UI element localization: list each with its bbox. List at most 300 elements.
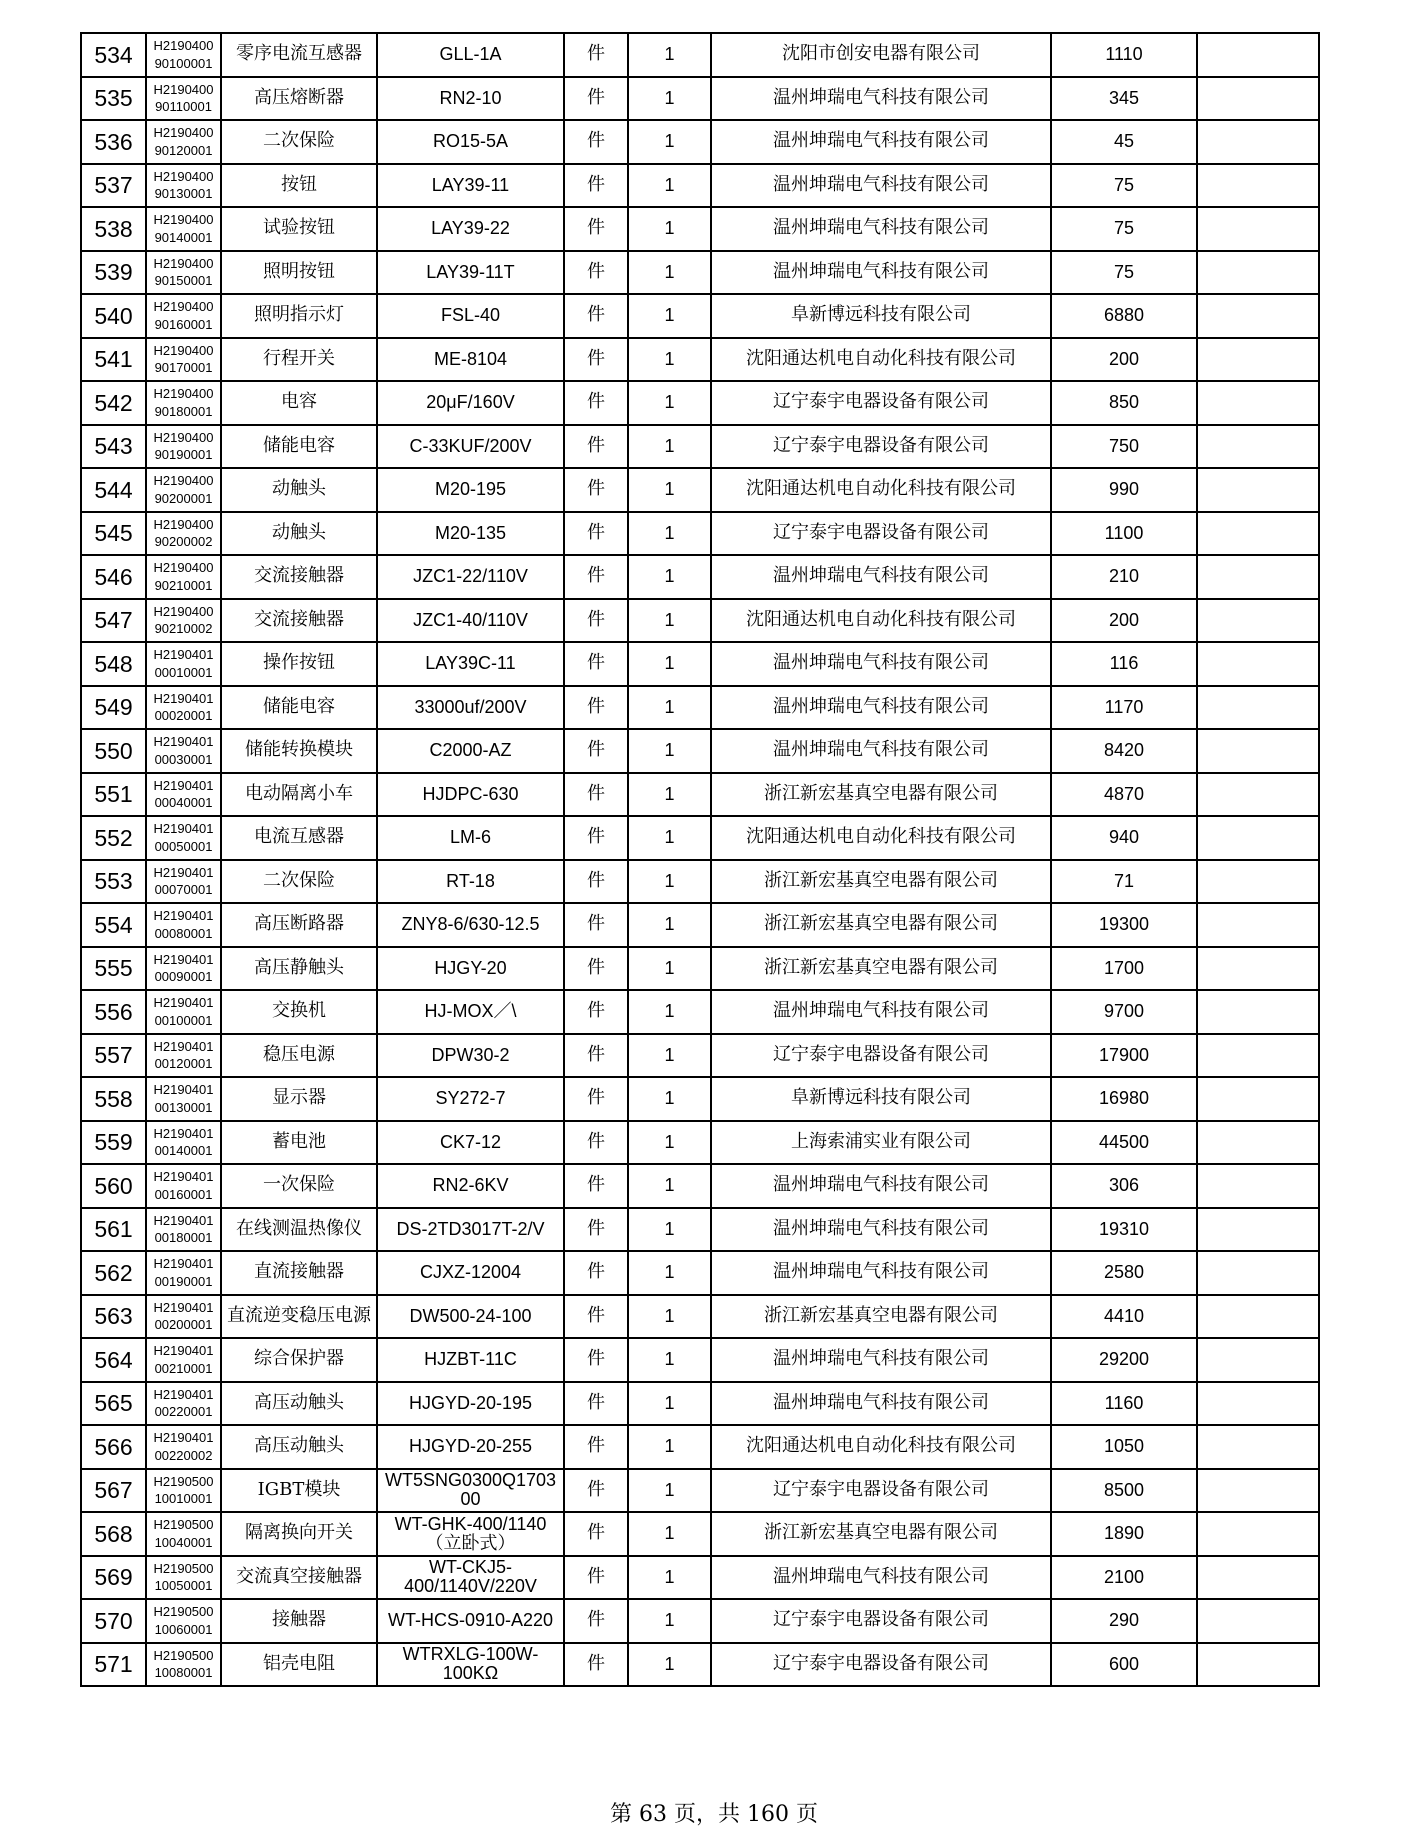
- item-spec: HJDPC-630: [377, 773, 564, 817]
- item-quantity: 1: [628, 1425, 711, 1469]
- unit-price: 2580: [1051, 1251, 1197, 1295]
- unit-price: 2100: [1051, 1556, 1197, 1600]
- item-spec: HJGYD-20-255: [377, 1425, 564, 1469]
- item-spec: 33000uf/200V: [377, 686, 564, 730]
- material-code: H2190401 00220001: [146, 1382, 221, 1426]
- item-spec: RT-18: [377, 860, 564, 904]
- item-unit: 件: [564, 1338, 628, 1382]
- material-code: H2190500 10080001: [146, 1643, 221, 1687]
- remark: [1197, 1512, 1319, 1556]
- table-row: [81, 990, 1319, 1034]
- table-row: [81, 1512, 1319, 1556]
- item-name: 零序电流互感器: [221, 33, 377, 77]
- material-code: H2190400 90170001: [146, 338, 221, 382]
- item-quantity: 1: [628, 33, 711, 77]
- table-row: [81, 947, 1319, 991]
- item-quantity: 1: [628, 1121, 711, 1165]
- unit-price: 1050: [1051, 1425, 1197, 1469]
- item-spec: WT5SNG0300Q1703 00: [377, 1469, 564, 1513]
- row-number: 561: [81, 1208, 146, 1252]
- material-code: H2190401 00200001: [146, 1295, 221, 1339]
- material-code: H2190500 10050001: [146, 1556, 221, 1600]
- item-quantity: 1: [628, 1295, 711, 1339]
- supplier-name: 温州坤瑞电气科技有限公司: [711, 251, 1051, 295]
- supplier-name: 浙江新宏基真空电器有限公司: [711, 1512, 1051, 1556]
- supplier-name: 浙江新宏基真空电器有限公司: [711, 947, 1051, 991]
- unit-price: 8500: [1051, 1469, 1197, 1513]
- item-unit: 件: [564, 512, 628, 556]
- item-unit: 件: [564, 33, 628, 77]
- item-spec: DS-2TD3017T-2/V: [377, 1208, 564, 1252]
- remark: [1197, 599, 1319, 643]
- item-unit: 件: [564, 947, 628, 991]
- table-row: [81, 1556, 1319, 1600]
- remark: [1197, 1251, 1319, 1295]
- unit-price: 44500: [1051, 1121, 1197, 1165]
- row-number: 549: [81, 686, 146, 730]
- item-quantity: 1: [628, 294, 711, 338]
- material-code: H2190401 00080001: [146, 903, 221, 947]
- item-spec: RN2-10: [377, 77, 564, 121]
- material-code: H2190401 00090001: [146, 947, 221, 991]
- remark: [1197, 512, 1319, 556]
- item-unit: 件: [564, 599, 628, 643]
- row-number: 535: [81, 77, 146, 121]
- item-name: 隔离换向开关: [221, 1512, 377, 1556]
- item-spec: RO15-5A: [377, 120, 564, 164]
- table-row: [81, 207, 1319, 251]
- item-name: 综合保护器: [221, 1338, 377, 1382]
- item-name: 交流接触器: [221, 599, 377, 643]
- supplier-name: 温州坤瑞电气科技有限公司: [711, 1164, 1051, 1208]
- item-quantity: 1: [628, 860, 711, 904]
- item-quantity: 1: [628, 599, 711, 643]
- item-spec: LAY39-11T: [377, 251, 564, 295]
- item-quantity: 1: [628, 1077, 711, 1121]
- item-name: 交流真空接触器: [221, 1556, 377, 1600]
- material-code: H2190401 00160001: [146, 1164, 221, 1208]
- supplier-name: 温州坤瑞电气科技有限公司: [711, 1251, 1051, 1295]
- item-spec: JZC1-40/110V: [377, 599, 564, 643]
- supplier-name: 沈阳通达机电自动化科技有限公司: [711, 599, 1051, 643]
- row-number: 556: [81, 990, 146, 1034]
- item-unit: 件: [564, 468, 628, 512]
- table-row: [81, 120, 1319, 164]
- item-name: 电动隔离小车: [221, 773, 377, 817]
- table-row: [81, 1469, 1319, 1513]
- table-row: [81, 773, 1319, 817]
- item-name: 高压熔断器: [221, 77, 377, 121]
- item-quantity: 1: [628, 381, 711, 425]
- table-row: [81, 555, 1319, 599]
- item-name: 二次保险: [221, 120, 377, 164]
- remark: [1197, 1295, 1319, 1339]
- supplier-name: 辽宁泰宇电器设备有限公司: [711, 1599, 1051, 1643]
- item-unit: 件: [564, 338, 628, 382]
- material-code: H2190401 00130001: [146, 1077, 221, 1121]
- item-spec: RN2-6KV: [377, 1164, 564, 1208]
- item-name: 直流接触器: [221, 1251, 377, 1295]
- item-unit: 件: [564, 77, 628, 121]
- item-spec: LAY39-22: [377, 207, 564, 251]
- item-spec: SY272-7: [377, 1077, 564, 1121]
- item-quantity: 1: [628, 555, 711, 599]
- row-number: 543: [81, 425, 146, 469]
- remark: [1197, 1643, 1319, 1687]
- item-quantity: 1: [628, 338, 711, 382]
- supplier-name: 辽宁泰宇电器设备有限公司: [711, 425, 1051, 469]
- item-spec: LAY39C-11: [377, 642, 564, 686]
- remark: [1197, 1469, 1319, 1513]
- remark: [1197, 990, 1319, 1034]
- material-code: H2190400 90150001: [146, 251, 221, 295]
- item-quantity: 1: [628, 1469, 711, 1513]
- item-unit: 件: [564, 816, 628, 860]
- unit-price: 1100: [1051, 512, 1197, 556]
- supplier-name: 温州坤瑞电气科技有限公司: [711, 642, 1051, 686]
- item-unit: 件: [564, 642, 628, 686]
- item-spec: C2000-AZ: [377, 729, 564, 773]
- item-unit: 件: [564, 860, 628, 904]
- row-number: 550: [81, 729, 146, 773]
- remark: [1197, 1338, 1319, 1382]
- item-quantity: 1: [628, 1556, 711, 1600]
- material-code: H2190401 00120001: [146, 1034, 221, 1078]
- item-unit: 件: [564, 555, 628, 599]
- table-row: [81, 1121, 1319, 1165]
- row-number: 569: [81, 1556, 146, 1600]
- remark: [1197, 1164, 1319, 1208]
- material-code: H2190400 90190001: [146, 425, 221, 469]
- supplier-name: 温州坤瑞电气科技有限公司: [711, 1338, 1051, 1382]
- item-quantity: 1: [628, 1164, 711, 1208]
- remark: [1197, 77, 1319, 121]
- row-number: 542: [81, 381, 146, 425]
- item-name: 交流接触器: [221, 555, 377, 599]
- remark: [1197, 686, 1319, 730]
- supplier-name: 温州坤瑞电气科技有限公司: [711, 686, 1051, 730]
- row-number: 566: [81, 1425, 146, 1469]
- item-quantity: 1: [628, 773, 711, 817]
- item-spec: HJZBT-11C: [377, 1338, 564, 1382]
- item-name: 动触头: [221, 512, 377, 556]
- table-row: [81, 425, 1319, 469]
- material-code: H2190500 10010001: [146, 1469, 221, 1513]
- unit-price: 29200: [1051, 1338, 1197, 1382]
- table-row: [81, 1164, 1319, 1208]
- item-unit: 件: [564, 1208, 628, 1252]
- item-name: 电容: [221, 381, 377, 425]
- item-unit: 件: [564, 990, 628, 1034]
- remark: [1197, 729, 1319, 773]
- unit-price: 6880: [1051, 294, 1197, 338]
- item-name: 铝壳电阻: [221, 1643, 377, 1687]
- table-row: [81, 599, 1319, 643]
- item-quantity: 1: [628, 903, 711, 947]
- item-name: 显示器: [221, 1077, 377, 1121]
- table-row: [81, 512, 1319, 556]
- item-spec: CK7-12: [377, 1121, 564, 1165]
- item-spec: JZC1-22/110V: [377, 555, 564, 599]
- material-code: H2190401 00050001: [146, 816, 221, 860]
- row-number: 548: [81, 642, 146, 686]
- item-spec: CJXZ-12004: [377, 1251, 564, 1295]
- supplier-name: 浙江新宏基真空电器有限公司: [711, 1295, 1051, 1339]
- item-name: 高压静触头: [221, 947, 377, 991]
- item-unit: 件: [564, 1556, 628, 1600]
- item-unit: 件: [564, 381, 628, 425]
- remark: [1197, 164, 1319, 208]
- row-number: 552: [81, 816, 146, 860]
- row-number: 537: [81, 164, 146, 208]
- item-unit: 件: [564, 120, 628, 164]
- supplier-name: 浙江新宏基真空电器有限公司: [711, 773, 1051, 817]
- unit-price: 200: [1051, 599, 1197, 643]
- item-name: 二次保险: [221, 860, 377, 904]
- unit-price: 750: [1051, 425, 1197, 469]
- material-code: H2190400 90180001: [146, 381, 221, 425]
- item-spec: GLL-1A: [377, 33, 564, 77]
- item-spec: LAY39-11: [377, 164, 564, 208]
- supplier-name: 辽宁泰宇电器设备有限公司: [711, 381, 1051, 425]
- item-unit: 件: [564, 1295, 628, 1339]
- unit-price: 306: [1051, 1164, 1197, 1208]
- table-row: [81, 1338, 1319, 1382]
- material-code: H2190401 00180001: [146, 1208, 221, 1252]
- item-unit: 件: [564, 164, 628, 208]
- remark: [1197, 1556, 1319, 1600]
- row-number: 554: [81, 903, 146, 947]
- row-number: 539: [81, 251, 146, 295]
- unit-price: 345: [1051, 77, 1197, 121]
- remark: [1197, 1034, 1319, 1078]
- row-number: 571: [81, 1643, 146, 1687]
- row-number: 557: [81, 1034, 146, 1078]
- material-code: H2190401 00140001: [146, 1121, 221, 1165]
- table-row: [81, 686, 1319, 730]
- item-quantity: 1: [628, 512, 711, 556]
- item-quantity: 1: [628, 686, 711, 730]
- material-code: H2190401 00220002: [146, 1425, 221, 1469]
- supplier-name: 温州坤瑞电气科技有限公司: [711, 120, 1051, 164]
- item-name: 一次保险: [221, 1164, 377, 1208]
- item-name: IGBT模块: [221, 1469, 377, 1513]
- table-row: [81, 816, 1319, 860]
- supplier-name: 浙江新宏基真空电器有限公司: [711, 903, 1051, 947]
- item-spec: HJ-MOX／\: [377, 990, 564, 1034]
- material-code: H2190401 00210001: [146, 1338, 221, 1382]
- item-spec: HJGYD-20-195: [377, 1382, 564, 1426]
- item-quantity: 1: [628, 207, 711, 251]
- item-name: 直流逆变稳压电源: [221, 1295, 377, 1339]
- supplier-name: 阜新博远科技有限公司: [711, 294, 1051, 338]
- row-number: 570: [81, 1599, 146, 1643]
- item-unit: 件: [564, 1425, 628, 1469]
- item-unit: 件: [564, 1251, 628, 1295]
- row-number: 551: [81, 773, 146, 817]
- supplier-name: 辽宁泰宇电器设备有限公司: [711, 1034, 1051, 1078]
- table-row: [81, 1382, 1319, 1426]
- item-spec: WT-GHK-400/1140 （立卧式）: [377, 1512, 564, 1556]
- row-number: 534: [81, 33, 146, 77]
- material-code: H2190500 10060001: [146, 1599, 221, 1643]
- remark: [1197, 33, 1319, 77]
- table-row: [81, 77, 1319, 121]
- item-quantity: 1: [628, 251, 711, 295]
- supplier-name: 辽宁泰宇电器设备有限公司: [711, 512, 1051, 556]
- item-quantity: 1: [628, 1643, 711, 1687]
- item-name: 动触头: [221, 468, 377, 512]
- row-number: 544: [81, 468, 146, 512]
- item-unit: 件: [564, 1512, 628, 1556]
- item-quantity: 1: [628, 990, 711, 1034]
- item-unit: 件: [564, 1077, 628, 1121]
- table-row: [81, 1295, 1319, 1339]
- item-unit: 件: [564, 1164, 628, 1208]
- item-unit: 件: [564, 251, 628, 295]
- item-spec: C-33KUF/200V: [377, 425, 564, 469]
- row-number: 553: [81, 860, 146, 904]
- item-unit: 件: [564, 1599, 628, 1643]
- unit-price: 71: [1051, 860, 1197, 904]
- material-code: H2190401 00040001: [146, 773, 221, 817]
- remark: [1197, 425, 1319, 469]
- material-code: H2190401 00190001: [146, 1251, 221, 1295]
- row-number: 565: [81, 1382, 146, 1426]
- material-code: H2190401 00020001: [146, 686, 221, 730]
- supplier-name: 辽宁泰宇电器设备有限公司: [711, 1469, 1051, 1513]
- unit-price: 1700: [1051, 947, 1197, 991]
- table-row: [81, 1251, 1319, 1295]
- item-unit: 件: [564, 1121, 628, 1165]
- supplier-name: 沈阳市创安电器有限公司: [711, 33, 1051, 77]
- item-spec: LM-6: [377, 816, 564, 860]
- remark: [1197, 120, 1319, 164]
- material-code: H2190400 90140001: [146, 207, 221, 251]
- item-quantity: 1: [628, 425, 711, 469]
- material-code: H2190401 00030001: [146, 729, 221, 773]
- table-row: [81, 903, 1319, 947]
- remark: [1197, 1425, 1319, 1469]
- material-code: H2190401 00100001: [146, 990, 221, 1034]
- supplier-name: 沈阳通达机电自动化科技有限公司: [711, 468, 1051, 512]
- row-number: 560: [81, 1164, 146, 1208]
- item-name: 照明指示灯: [221, 294, 377, 338]
- row-number: 547: [81, 599, 146, 643]
- unit-price: 850: [1051, 381, 1197, 425]
- table-row: [81, 1208, 1319, 1252]
- unit-price: 75: [1051, 251, 1197, 295]
- table-row: [81, 381, 1319, 425]
- unit-price: 210: [1051, 555, 1197, 599]
- unit-price: 9700: [1051, 990, 1197, 1034]
- item-quantity: 1: [628, 729, 711, 773]
- table-row: [81, 1034, 1319, 1078]
- item-unit: 件: [564, 729, 628, 773]
- item-spec: WT-CKJ5- 400/1140V/220V: [377, 1556, 564, 1600]
- row-number: 564: [81, 1338, 146, 1382]
- item-name: 照明按钮: [221, 251, 377, 295]
- supplier-name: 温州坤瑞电气科技有限公司: [711, 1382, 1051, 1426]
- item-unit: 件: [564, 773, 628, 817]
- remark: [1197, 642, 1319, 686]
- item-quantity: 1: [628, 1382, 711, 1426]
- item-quantity: 1: [628, 1599, 711, 1643]
- supplier-name: 上海索浦实业有限公司: [711, 1121, 1051, 1165]
- table-row: [81, 642, 1319, 686]
- item-unit: 件: [564, 686, 628, 730]
- item-name: 高压动触头: [221, 1425, 377, 1469]
- table-row: [81, 1425, 1319, 1469]
- row-number: 545: [81, 512, 146, 556]
- table-row: [81, 1077, 1319, 1121]
- remark: [1197, 251, 1319, 295]
- item-name: 操作按钮: [221, 642, 377, 686]
- table-row: [81, 468, 1319, 512]
- item-spec: DPW30-2: [377, 1034, 564, 1078]
- remark: [1197, 1208, 1319, 1252]
- remark: [1197, 816, 1319, 860]
- material-code: H2190400 90130001: [146, 164, 221, 208]
- item-name: 试验按钮: [221, 207, 377, 251]
- item-spec: FSL-40: [377, 294, 564, 338]
- remark: [1197, 468, 1319, 512]
- item-name: 储能转换模块: [221, 729, 377, 773]
- item-unit: 件: [564, 903, 628, 947]
- table-row: [81, 164, 1319, 208]
- material-code: H2190400 90210001: [146, 555, 221, 599]
- item-unit: 件: [564, 207, 628, 251]
- item-name: 按钮: [221, 164, 377, 208]
- remark: [1197, 294, 1319, 338]
- item-name: 储能电容: [221, 686, 377, 730]
- remark: [1197, 1077, 1319, 1121]
- unit-price: 45: [1051, 120, 1197, 164]
- item-quantity: 1: [628, 120, 711, 164]
- supplier-name: 温州坤瑞电气科技有限公司: [711, 990, 1051, 1034]
- item-name: 接触器: [221, 1599, 377, 1643]
- item-spec: M20-195: [377, 468, 564, 512]
- table-row: [81, 338, 1319, 382]
- item-name: 储能电容: [221, 425, 377, 469]
- item-name: 高压断路器: [221, 903, 377, 947]
- item-spec: ME-8104: [377, 338, 564, 382]
- page-footer: 第 63 页，共 160 页: [610, 1802, 818, 1827]
- item-quantity: 1: [628, 816, 711, 860]
- table-row: [81, 1643, 1319, 1687]
- supplier-name: 温州坤瑞电气科技有限公司: [711, 77, 1051, 121]
- item-unit: 件: [564, 425, 628, 469]
- item-spec: M20-135: [377, 512, 564, 556]
- item-quantity: 1: [628, 1338, 711, 1382]
- supplier-name: 温州坤瑞电气科技有限公司: [711, 1208, 1051, 1252]
- item-quantity: 1: [628, 642, 711, 686]
- remark: [1197, 207, 1319, 251]
- material-code: H2190400 90160001: [146, 294, 221, 338]
- material-code: H2190401 00010001: [146, 642, 221, 686]
- item-spec: HJGY-20: [377, 947, 564, 991]
- supplier-name: 温州坤瑞电气科技有限公司: [711, 1556, 1051, 1600]
- item-quantity: 1: [628, 1251, 711, 1295]
- material-code: H2190400 90110001: [146, 77, 221, 121]
- unit-price: 4870: [1051, 773, 1197, 817]
- supplier-name: 沈阳通达机电自动化科技有限公司: [711, 1425, 1051, 1469]
- unit-price: 19300: [1051, 903, 1197, 947]
- item-quantity: 1: [628, 77, 711, 121]
- unit-price: 75: [1051, 207, 1197, 251]
- supplier-name: 温州坤瑞电气科技有限公司: [711, 164, 1051, 208]
- row-number: 568: [81, 1512, 146, 1556]
